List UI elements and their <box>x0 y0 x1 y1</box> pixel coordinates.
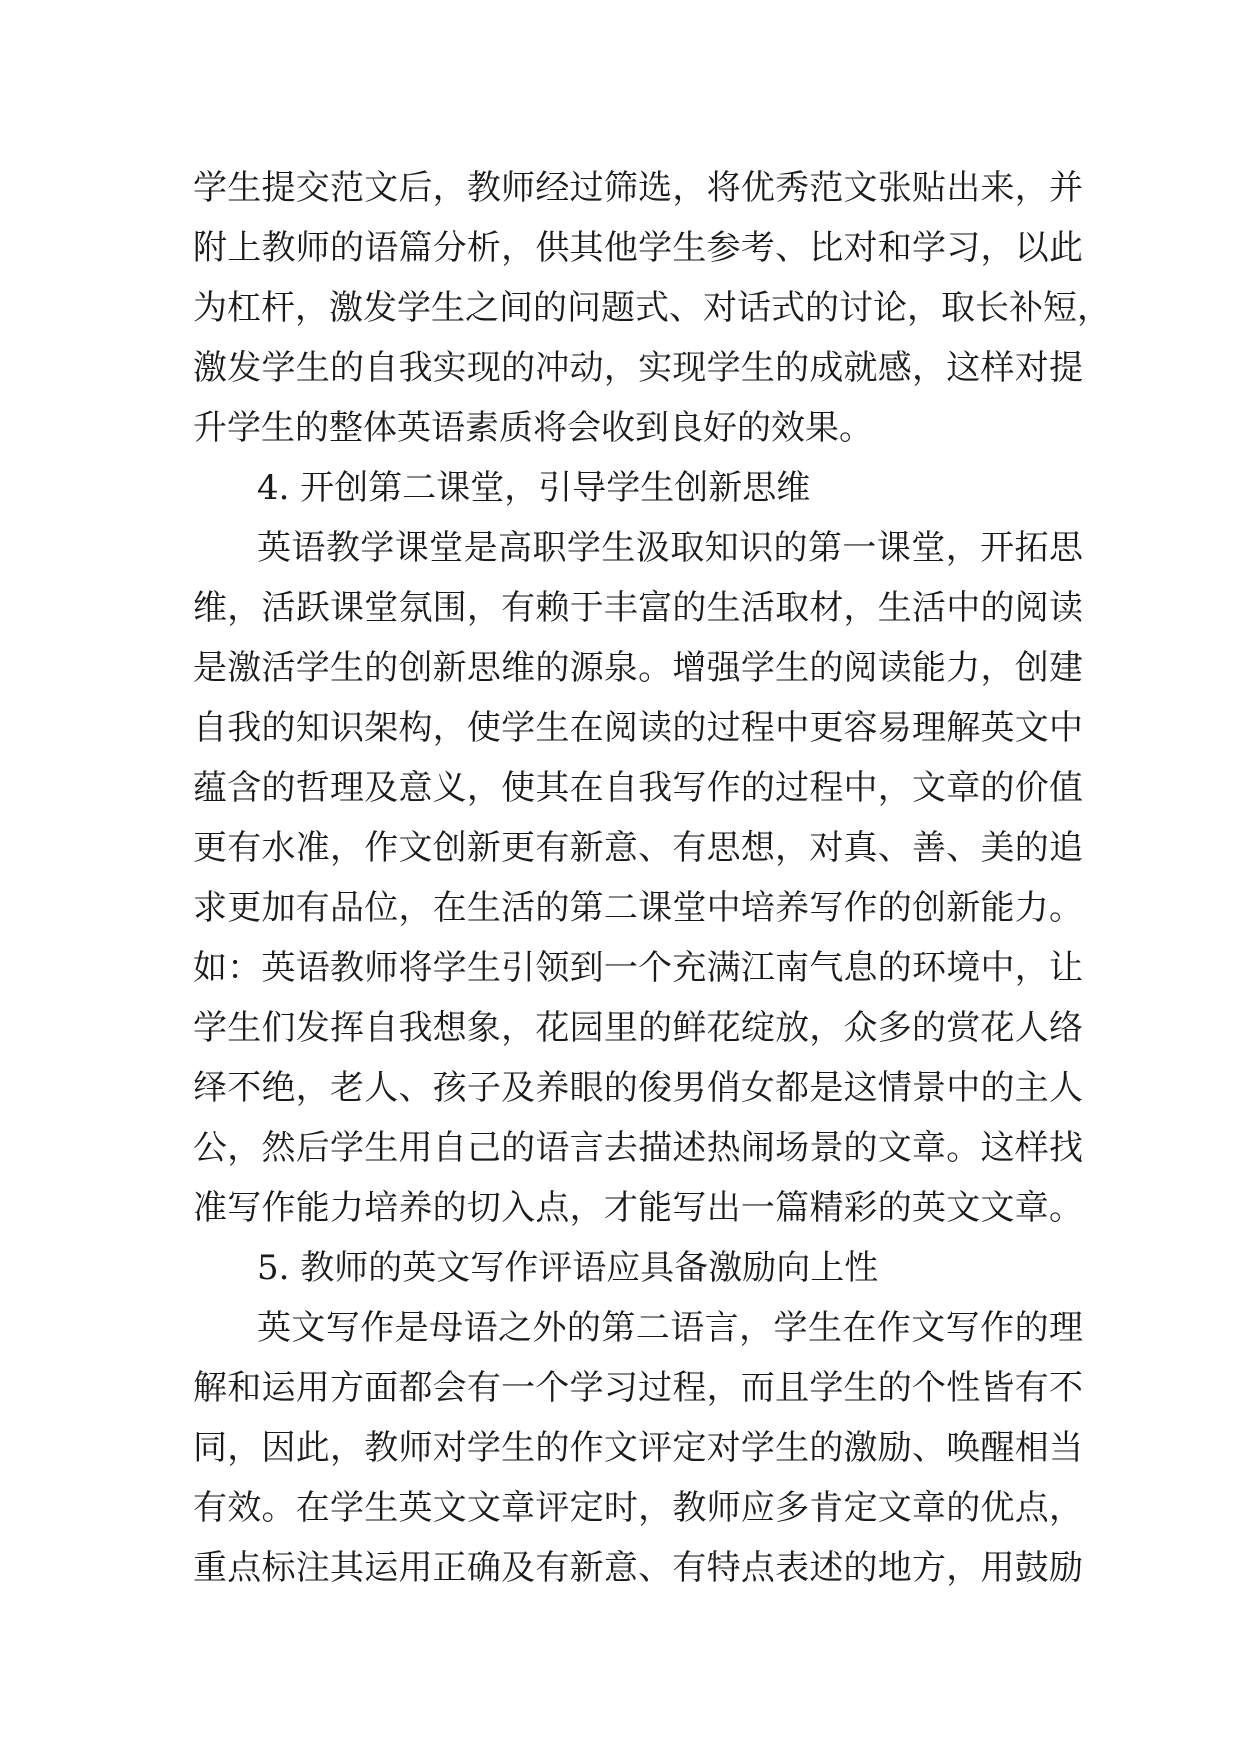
text-line: 升学生的整体英语素质将会收到良好的效果。 <box>193 408 873 448</box>
paragraph-first-line: 英文写作是母语之外的第二语言，学生在作文写作的理 <box>257 1308 1083 1348</box>
text-line: 附上教师的语篇分析，供其他学生参考、比对和学习，以此 <box>193 228 1083 268</box>
text-line: 求更加有品位，在生活的第二课堂中培养写作的创新能力。 <box>193 888 1083 928</box>
text-line: 如：英语教师将学生引领到一个充满江南气息的环境中，让 <box>193 948 1083 988</box>
text-line: 准写作能力培养的切入点，才能写出一篇精彩的英文文章。 <box>193 1188 1083 1228</box>
text-line: 激发学生的自我实现的冲动，实现学生的成就感，这样对提 <box>193 348 1083 388</box>
text-line: 更有水准，作文创新更有新意、有思想，对真、善、美的追 <box>193 828 1083 868</box>
text-line: 绎不绝，老人、孩子及养眼的俊男俏女都是这情景中的主人 <box>193 1068 1083 1108</box>
text-line: 有效。在学生英文文章评定时，教师应多肯定文章的优点， <box>193 1488 1083 1528</box>
text-line: 公，然后学生用自己的语言去描述热闹场景的文章。这样找 <box>193 1128 1083 1168</box>
text-line: 蕴含的哲理及意义，使其在自我写作的过程中，文章的价值 <box>193 768 1083 808</box>
text-line: 重点标注其运用正确及有新意、有特点表述的地方，用鼓励 <box>193 1548 1083 1588</box>
text-line: 是激活学生的创新思维的源泉。增强学生的阅读能力，创建 <box>193 648 1083 688</box>
paragraph-first-line: 英语教学课堂是高职学生汲取知识的第一课堂，开拓思 <box>257 528 1083 568</box>
text-line: 维，活跃课堂氛围，有赖于丰富的生活取材，生活中的阅读 <box>193 588 1083 628</box>
text-line: 为杠杆，激发学生之间的问题式、对话式的讨论，取长补短， <box>193 288 1111 328</box>
text-line: 解和运用方面都会有一个学习过程，而且学生的个性皆有不 <box>193 1368 1083 1408</box>
section-heading: 4. 开创第二课堂，引导学生创新思维 <box>257 468 811 508</box>
text-line: 学生提交范文后，教师经过筛选，将优秀范文张贴出来，并 <box>193 168 1083 208</box>
text-line: 学生们发挥自我想象，花园里的鲜花绽放，众多的赏花人络 <box>193 1008 1083 1048</box>
section-heading: 5. 教师的英文写作评语应具备激励向上性 <box>257 1248 879 1288</box>
text-line: 同，因此，教师对学生的作文评定对学生的激励、唤醒相当 <box>193 1428 1083 1468</box>
body-text <box>193 158 1111 1598</box>
text-line: 自我的知识架构，使学生在阅读的过程中更容易理解英文中 <box>193 708 1083 748</box>
